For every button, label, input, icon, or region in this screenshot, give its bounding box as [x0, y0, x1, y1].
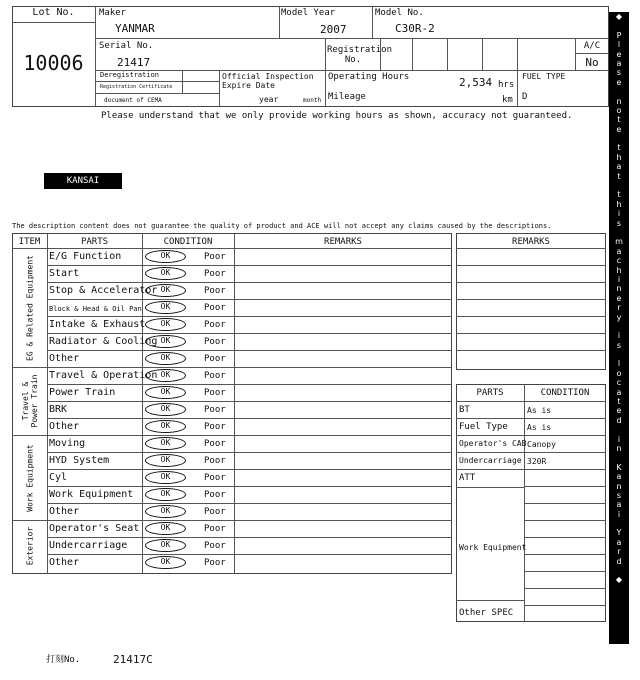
spec-divider [456, 452, 606, 453]
inspection-label: Official Inspection Expire Date [222, 72, 314, 90]
side-note: ◆ P l e a s e n o t e t h a t t h i s m a c h i n e r y i s l o c a t e d i n K a n s a i Y a r d ◆ [609, 12, 629, 644]
model-year-value: 2007 [320, 23, 347, 36]
poor-option[interactable]: Poor [204, 354, 226, 364]
ok-option[interactable]: OK [145, 420, 186, 433]
spec-part: Undercarriage [459, 456, 522, 465]
km-unit: km [502, 95, 513, 105]
spec-part: BT [459, 405, 470, 415]
part-label: Work Equipment [49, 489, 134, 500]
row-divider [47, 282, 452, 283]
row-divider [47, 333, 452, 334]
poor-option[interactable]: Poor [204, 286, 226, 296]
serial-label: Serial No. [99, 41, 154, 51]
divider [95, 70, 609, 71]
poor-option[interactable]: Poor [204, 439, 226, 449]
operating-hours-value: 2,534 [459, 76, 493, 89]
part-label: Other [49, 506, 80, 517]
divider [575, 53, 609, 54]
serial-value: 21417 [117, 56, 151, 69]
divider [95, 81, 219, 82]
divider [412, 38, 413, 70]
ok-option[interactable]: OK [145, 522, 186, 535]
poor-option[interactable]: Poor [204, 490, 226, 500]
poor-option[interactable]: Poor [204, 405, 226, 415]
divider [219, 70, 220, 107]
remarks-line [456, 248, 606, 249]
mileage-label: Mileage [328, 92, 366, 102]
part-label: Undercarriage [49, 540, 128, 551]
spec-line [524, 503, 606, 504]
group-divider [12, 367, 452, 368]
group-label: Travel & Power Train [21, 374, 39, 428]
divider [95, 38, 609, 39]
divider [372, 6, 373, 38]
stamp-label: 打刻No. [46, 655, 81, 665]
remarks-header: REMARKS [324, 237, 362, 247]
row-divider [47, 418, 452, 419]
ok-option[interactable]: OK [145, 318, 186, 331]
divider [95, 93, 219, 94]
ok-option[interactable]: OK [145, 386, 186, 399]
spec-divider [456, 487, 524, 488]
ok-option[interactable]: OK [145, 403, 186, 416]
ok-option[interactable]: OK [145, 369, 186, 382]
header-block [12, 6, 609, 107]
part-label: Other [49, 557, 80, 568]
spec-divider [456, 600, 524, 601]
ok-option[interactable]: OK [145, 267, 186, 280]
part-label: Moving [49, 438, 86, 449]
row-divider [47, 299, 452, 300]
part-label: E/G Function [49, 251, 122, 262]
spec-line [524, 520, 606, 521]
divider [12, 22, 95, 23]
row-divider [47, 350, 452, 351]
spec-part: Operator's CAB [459, 439, 527, 448]
spec-divider [456, 401, 606, 402]
divider [482, 38, 483, 70]
spec-condition: As is [527, 406, 552, 415]
spec-line [524, 605, 606, 606]
right-remarks-header: REMARKS [512, 237, 550, 247]
divider [47, 233, 48, 574]
spec-line [524, 571, 606, 572]
lot-number: 10006 [23, 51, 84, 75]
row-divider [47, 469, 452, 470]
spec-line [524, 554, 606, 555]
ok-option[interactable]: OK [145, 505, 186, 518]
part-label: Power Train [49, 387, 116, 398]
ok-option[interactable]: OK [145, 471, 186, 484]
ok-option[interactable]: OK [145, 539, 186, 552]
spec-condition: As is [527, 423, 552, 432]
row-divider [47, 265, 452, 266]
registration-label: Registration No. [327, 45, 393, 65]
row-divider [47, 316, 452, 317]
ok-option[interactable]: OK [145, 352, 186, 365]
ok-option[interactable]: OK [145, 488, 186, 501]
maker-value: YANMAR [115, 22, 155, 35]
model-value: C30R-2 [395, 22, 435, 35]
part-label: Other [49, 353, 80, 364]
fuel-type-value: D [522, 92, 528, 102]
ac-value: No [585, 56, 599, 69]
location-badge: KANSAI [44, 173, 122, 189]
ok-option[interactable]: OK [145, 454, 186, 467]
part-label: Operator's Seat [49, 523, 140, 534]
month-label: month [303, 97, 322, 104]
remarks-line [456, 299, 606, 300]
spec-divider [456, 469, 606, 470]
row-divider [47, 452, 452, 453]
divider [325, 38, 326, 107]
part-label: Stop & Accelerator [49, 285, 158, 296]
spec-line [524, 486, 606, 487]
poor-option[interactable]: Poor [204, 269, 226, 279]
row-divider [47, 554, 452, 555]
poor-option[interactable]: Poor [204, 558, 226, 568]
spec-line [524, 537, 606, 538]
remarks-line [456, 333, 606, 334]
spec-condition: Canopy [527, 440, 556, 449]
hours-unit: hrs [498, 80, 515, 90]
remarks-line [456, 282, 606, 283]
poor-option[interactable]: Poor [204, 456, 226, 466]
operating-hours-label: Operating Hours [328, 72, 410, 82]
poor-option[interactable]: Poor [204, 524, 226, 534]
model-year-label: Model Year [281, 8, 336, 18]
ok-option[interactable]: OK [145, 335, 186, 348]
divider [95, 6, 96, 107]
remarks-line [456, 316, 606, 317]
group-label: Work Equipment [25, 443, 35, 512]
model-label: Model No. [375, 8, 424, 18]
deregistration-label: Deregistration [100, 71, 160, 79]
spec-part: Fuel Type [459, 422, 508, 432]
ok-option[interactable]: OK [145, 556, 186, 569]
part-label: Start [49, 268, 80, 279]
group-label: Exterior [25, 526, 35, 565]
poor-option[interactable]: Poor [204, 473, 226, 483]
part-label: BRK [49, 404, 68, 415]
other-spec-label: Other SPEC [459, 608, 514, 618]
right-parts-header: PARTS [476, 388, 504, 398]
spec-line [524, 588, 606, 589]
part-label: Other [49, 421, 80, 432]
cema-label: document of CEMA [104, 97, 162, 104]
poor-option[interactable]: Poor [204, 422, 226, 432]
ac-label: A/C [583, 41, 601, 51]
condition-header: CONDITION [163, 237, 213, 247]
stamp-value: 21417C [113, 653, 153, 666]
row-divider [47, 537, 452, 538]
group-label: EG & Related Equipment [25, 254, 35, 361]
hours-notice: Please understand that we only provide working hours as shown, accuracy not guaranteed. [101, 111, 573, 121]
poor-option[interactable]: Poor [204, 371, 226, 381]
right-condition-header: CONDITION [540, 388, 590, 398]
spec-divider [456, 435, 606, 436]
poor-option[interactable]: Poor [204, 320, 226, 330]
fuel-type-label: FUEL TYPE [522, 72, 566, 81]
work-equipment-label: Work Equipment [459, 543, 527, 552]
spec-part: ATT [459, 473, 476, 483]
row-divider [47, 401, 452, 402]
item-header: ITEM [18, 237, 41, 247]
divider [517, 38, 518, 107]
lot-label: Lot No. [32, 7, 75, 18]
row-divider [47, 503, 452, 504]
group-divider [12, 435, 452, 436]
part-label: Radiator & Cooling [49, 336, 158, 347]
spec-divider [456, 418, 606, 419]
group-divider [12, 520, 452, 521]
ok-option[interactable]: OK [145, 437, 186, 450]
ok-option[interactable]: OK [145, 250, 186, 263]
maker-label: Maker [99, 8, 127, 18]
poor-option[interactable]: Poor [204, 388, 226, 398]
spec-condition: 320R [527, 457, 547, 466]
ok-option[interactable]: OK [145, 301, 186, 314]
remarks-line [456, 350, 606, 351]
divider [279, 6, 280, 38]
row-divider [47, 486, 452, 487]
part-label: Travel & Operation [49, 370, 158, 381]
poor-option[interactable]: Poor [204, 337, 226, 347]
disclaimer: The description content does not guarantee the quality of product and ACE will not accept any claims caused by the descriptions. [12, 222, 552, 230]
part-label: Intake & Exhaust [49, 319, 146, 330]
parts-header: PARTS [80, 237, 109, 247]
poor-option[interactable]: Poor [204, 507, 226, 517]
year-label: year [259, 95, 279, 104]
group-divider [12, 248, 452, 249]
registration-certificate-label: Registration Certificate [100, 84, 173, 90]
row-divider [47, 384, 452, 385]
part-label: Cyl [49, 472, 68, 483]
poor-option[interactable]: Poor [204, 541, 226, 551]
divider [234, 233, 235, 574]
poor-option[interactable]: Poor [204, 303, 226, 313]
part-label: Block & Head & Oil Pan [49, 305, 142, 313]
divider [447, 38, 448, 70]
remarks-line [456, 265, 606, 266]
part-label: HYD System [49, 455, 110, 466]
poor-option[interactable]: Poor [204, 252, 226, 262]
ok-option[interactable]: OK [145, 284, 186, 297]
